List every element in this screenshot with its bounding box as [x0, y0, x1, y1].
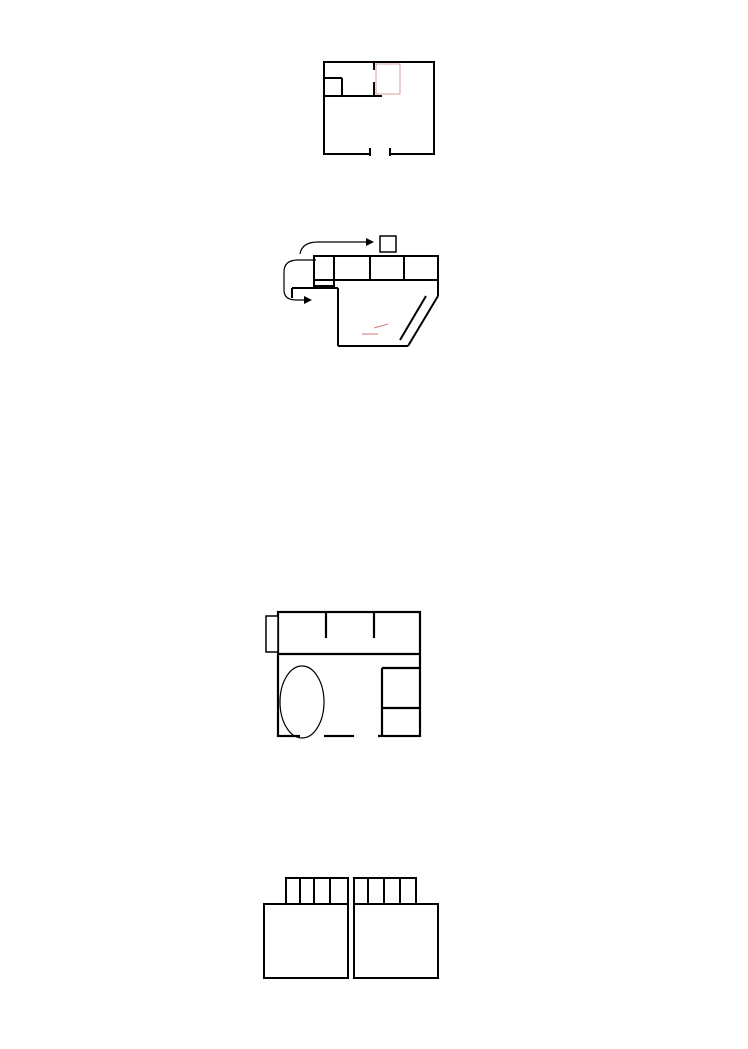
candle-border-left — [4, 0, 44, 1049]
floor-plan-fig8 — [264, 608, 426, 740]
candle-border-top — [0, 4, 748, 66]
floor-plan-fig6 — [322, 60, 436, 158]
floor-plan-fig7 — [278, 228, 448, 352]
candle-border-right — [712, 0, 748, 1049]
floor-plan-fig9 — [260, 870, 446, 980]
candle-border-bottom — [0, 986, 748, 1048]
